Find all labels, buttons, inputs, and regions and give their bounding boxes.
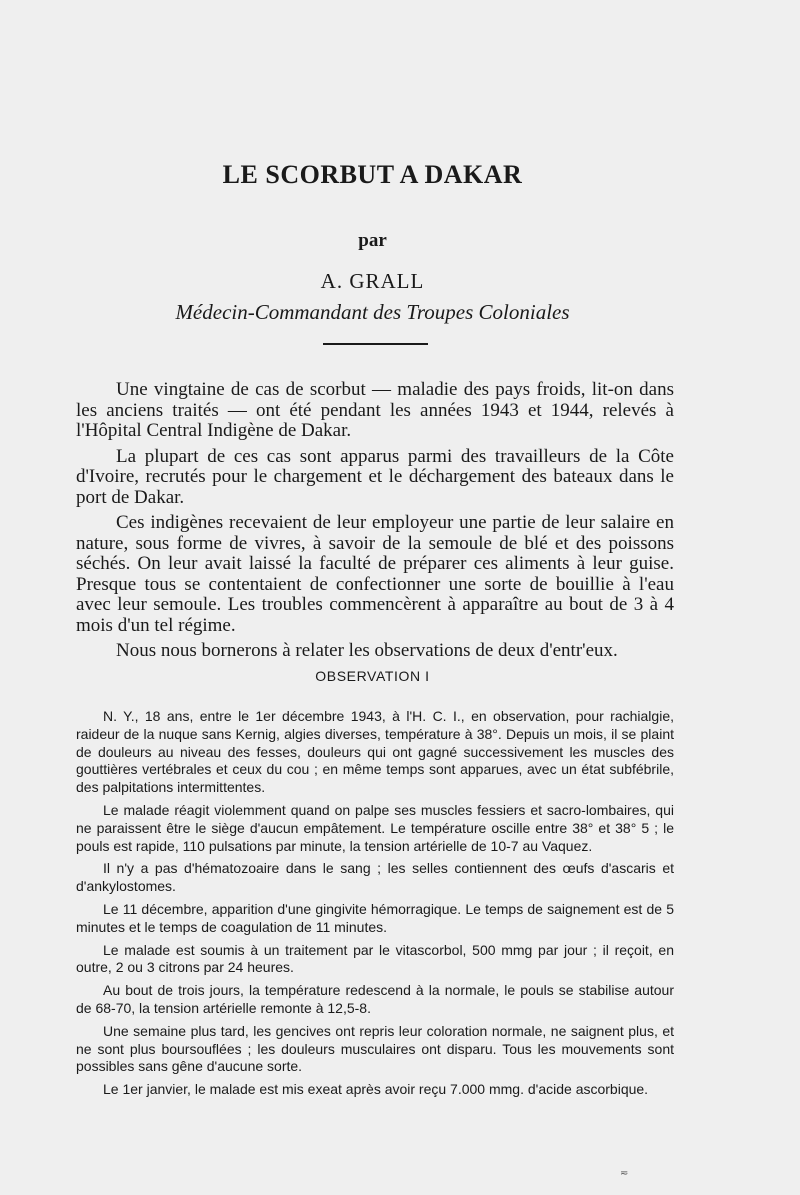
title-divider [323,343,428,345]
author-name: A. GRALL [320,269,425,293]
byline-par: par [358,230,387,251]
observation-paragraph: Le 11 décembre, apparition d'une gingivite hémorragique. Le temps de saignement est de 5 minutes et le temps de coagulation de 11 minutes. [76,900,674,935]
article-title: LE SCORBUT A DAKAR [222,160,523,189]
observation-paragraph: Le 1er janvier, le malade est mis exeat après avoir reçu 7.000 mmg. d'acide ascorbique. [103,1081,649,1098]
observation-paragraph: N. Y., 18 ans, entre le 1er décembre 1943, à l'H. C. I., en observation, pour rachialgie, raideur de la nuque sans Kernig, algies diverses, température à 38°. Depuis un mois, il se plaint de douleurs au niveau des fesses, douleurs qui ont gagné successivement les muscles des gouttières vertébrales et ceux du cou ; en même temps sont apparues, avec un état subfébrile, des palpitations intermittentes. [76,708,674,796]
intro-paragraph: Nous nous bornerons à relater les observations de deux d'entr'eux. [116,640,618,661]
observation-paragraph: Au bout de trois jours, la température redescend à la normale, le pouls se stabilise autour de 68-70, la tension artérielle remonte à 12,5-8. [76,982,674,1016]
introduction-text [76,380,674,667]
observation-paragraph: Il n'y a pas d'hématozoaire dans le sang ; les selles contiennent des œufs d'ascaris et d'ankylostomes. [76,860,674,895]
intro-paragraph: La plupart de ces cas sont apparus parmi des travailleurs de la Côte d'Ivoire, recrutés pour le chargement et le déchargement des bateaux dans le port de Dakar. [76,445,674,508]
print-mark: ≂ [620,1168,629,1179]
author-affiliation: Médecin-Commandant des Troupes Coloniales [175,300,570,324]
observation-text [76,708,674,1104]
intro-paragraph: Une vingtaine de cas de scorbut — maladie des pays froids, lit-on dans les anciens traités — ont été pendant les années 1943 et 1944, relevés à l'Hôpital Central Indigène de Dakar. [76,379,674,441]
observation-paragraph: Une semaine plus tard, les gencives ont repris leur coloration normale, ne saignent plus, et ne sont plus boursouflées ; les douleurs musculaires ont disparu. Tous les mouvements sont possibles sans gêne d'aucune sorte. [76,1022,674,1075]
observation-paragraph: Le malade réagit violemment quand on palpe ses muscles fessiers et sacro-lombaires, qui ne paraissent être le siège d'aucun empâtement. Le température oscille entre 38° et 38° 5 ; le pouls est rapide, 110 pulsations par minute, la tension artérielle de 10-7 au Vaquez. [76,801,674,854]
intro-paragraph: Ces indigènes recevaient de leur employeur une partie de leur salaire en nature, sous forme de vivres, à savoir de la semoule de blé et des poissons séchés. On leur avait laissé la faculté de préparer ces aliments à leur guise. Presque tous se contentaient de confectionner une sorte de bouillie à l'eau avec leur semoule. Les troubles commencèrent à apparaître au bout de 3 à 4 mois d'un tel régime. [76,512,674,636]
observation-paragraph: Le malade est soumis à un traitement par le vitascorbol, 500 mmg par jour ; il reçoit, en outre, 2 ou 3 citrons par 24 heures. [76,941,674,976]
observation-heading: OBSERVATION I [315,668,430,684]
